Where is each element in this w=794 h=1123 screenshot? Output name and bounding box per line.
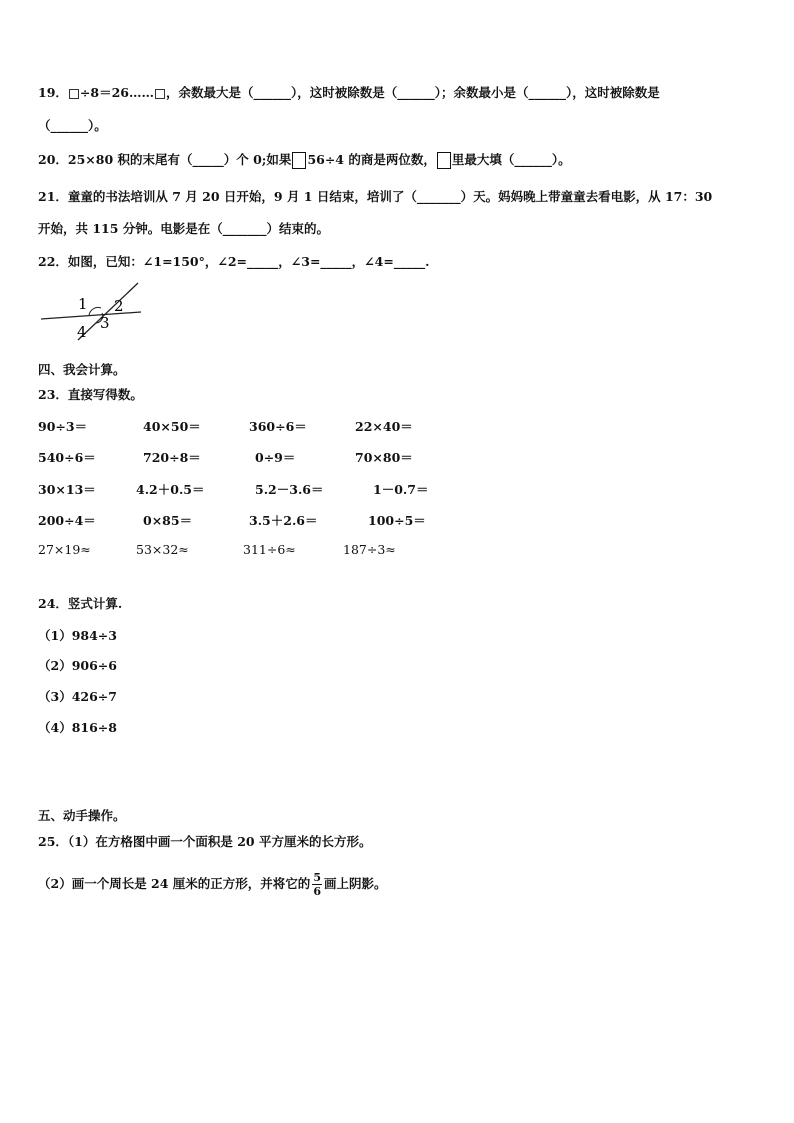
calc-cell: 40×50＝ xyxy=(143,419,201,434)
calc-cell: 311÷6≈ xyxy=(243,542,296,557)
angle-figure xyxy=(38,280,148,342)
angle-label-4: 4 xyxy=(77,323,87,341)
calc-cell: 90÷3＝ xyxy=(38,419,88,434)
vertical-calc-item: （2）906÷6 xyxy=(38,658,117,673)
question-20: 20．25×80 积的末尾有（_____）个 0;如果 56÷4 的商是两位数， 里最大填（______）。 xyxy=(38,152,571,167)
calc-cell: 200÷4＝ xyxy=(38,513,96,528)
calc-cell: 100÷5＝ xyxy=(368,513,426,528)
calc-cell: 30×13＝ xyxy=(38,482,96,497)
section-5-heading: 五、动手操作。 xyxy=(38,808,126,823)
calc-cell: 540÷6＝ xyxy=(38,450,96,465)
question-22: 22．如图，已知：∠1=150°，∠2=_____，∠3=_____，∠4=_____. xyxy=(38,254,430,269)
calc-cell: 187÷3≈ xyxy=(343,542,396,557)
angle-label-3: 3 xyxy=(100,314,110,332)
section-4-heading: 四、我会计算。 xyxy=(38,362,126,377)
calc-cell: 4.2＋0.5＝ xyxy=(136,482,205,497)
calc-cell: 27×19≈ xyxy=(38,542,91,557)
angle-label-1: 1 xyxy=(78,295,88,313)
blank-square-icon xyxy=(69,89,79,99)
calc-cell: 360÷6＝ xyxy=(249,419,307,434)
angle-label-2: 2 xyxy=(114,297,124,315)
calc-cell: 0÷9＝ xyxy=(255,450,296,465)
question-25-part2: （2）画一个周长是 24 厘米的正方形，并将它的 $\frac{5}{6}$ 画上阴影。 xyxy=(38,871,387,898)
question-19: 19． ÷8＝26…… ，余数最大是（______），这时被除数是（______）；余数最小是（______），这时被除数是 xyxy=(38,85,660,100)
calc-cell: 0×85＝ xyxy=(143,513,193,528)
blank-square-icon xyxy=(155,89,165,99)
calc-cell: 53×32≈ xyxy=(136,542,189,557)
calc-cell: 720÷8＝ xyxy=(143,450,201,465)
blank-box-icon xyxy=(292,152,306,169)
blank-box-icon xyxy=(437,152,451,169)
question-25-part1: 25．（1）在方格图中画一个面积是 20 平方厘米的长方形。 xyxy=(38,834,372,849)
vertical-calc-item: （3）426÷7 xyxy=(38,689,117,704)
horizontal-line xyxy=(41,312,141,319)
vertical-calc-item: （1）984÷3 xyxy=(38,628,117,643)
calc-cell: 70×80＝ xyxy=(355,450,413,465)
vertical-calc-item: （4）816÷8 xyxy=(38,720,117,735)
question-21-line1: 21．童童的书法培训从 7 月 20 日开始，9 月 1 日结束，培训了（_______）天。妈妈晚上带童童去看电影，从 17：30 xyxy=(38,189,713,204)
question-19-cont: （______）。 xyxy=(38,118,107,133)
question-21-line2: 开始，共 115 分钟。电影是在（_______）结束的。 xyxy=(38,221,330,236)
fraction: $\frac{5}{6}$ xyxy=(313,871,321,898)
question-23-title: 23．直接写得数。 xyxy=(38,387,143,402)
question-24-title: 24．竖式计算. xyxy=(38,596,123,611)
calc-cell: 22×40＝ xyxy=(355,419,413,434)
calc-cell: 5.2－3.6＝ xyxy=(255,482,324,497)
calc-cell: 1－0.7＝ xyxy=(373,482,429,497)
calc-cell: 3.5＋2.6＝ xyxy=(249,513,318,528)
